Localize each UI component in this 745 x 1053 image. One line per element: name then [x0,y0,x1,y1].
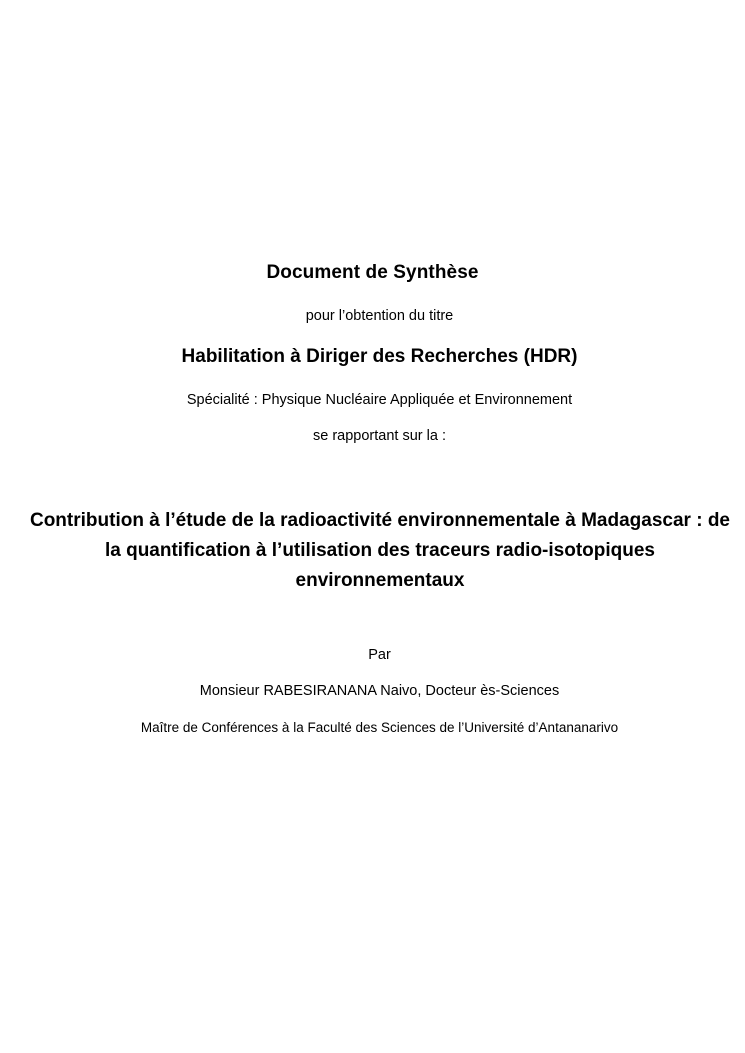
degree-title: Habilitation à Diriger des Recherches (HDR) [181,346,578,367]
by-text: Par [368,647,391,663]
pretitle-text: pour l’obtention du titre [305,308,454,324]
author-affiliation: Maître de Conférences à la Faculté des Sciences de l’Université d’Antananarivo [140,720,619,735]
thesis-title: Contribution à l’étude de la radioactivité environnementale à Madagascar : de la quantification à l’utilisation des traceurs radio-isotopiques environnementaux [29,510,730,591]
document-type-heading: Document de Synthèse [266,262,479,283]
specialty-text: Spécialité : Physique Nucléaire Appliquée et Environnement [186,392,573,408]
author-name: Monsieur RABESIRANANA Naivo, Docteur ès-Sciences [199,683,560,699]
relating-text: se rapportant sur la : [313,428,446,444]
